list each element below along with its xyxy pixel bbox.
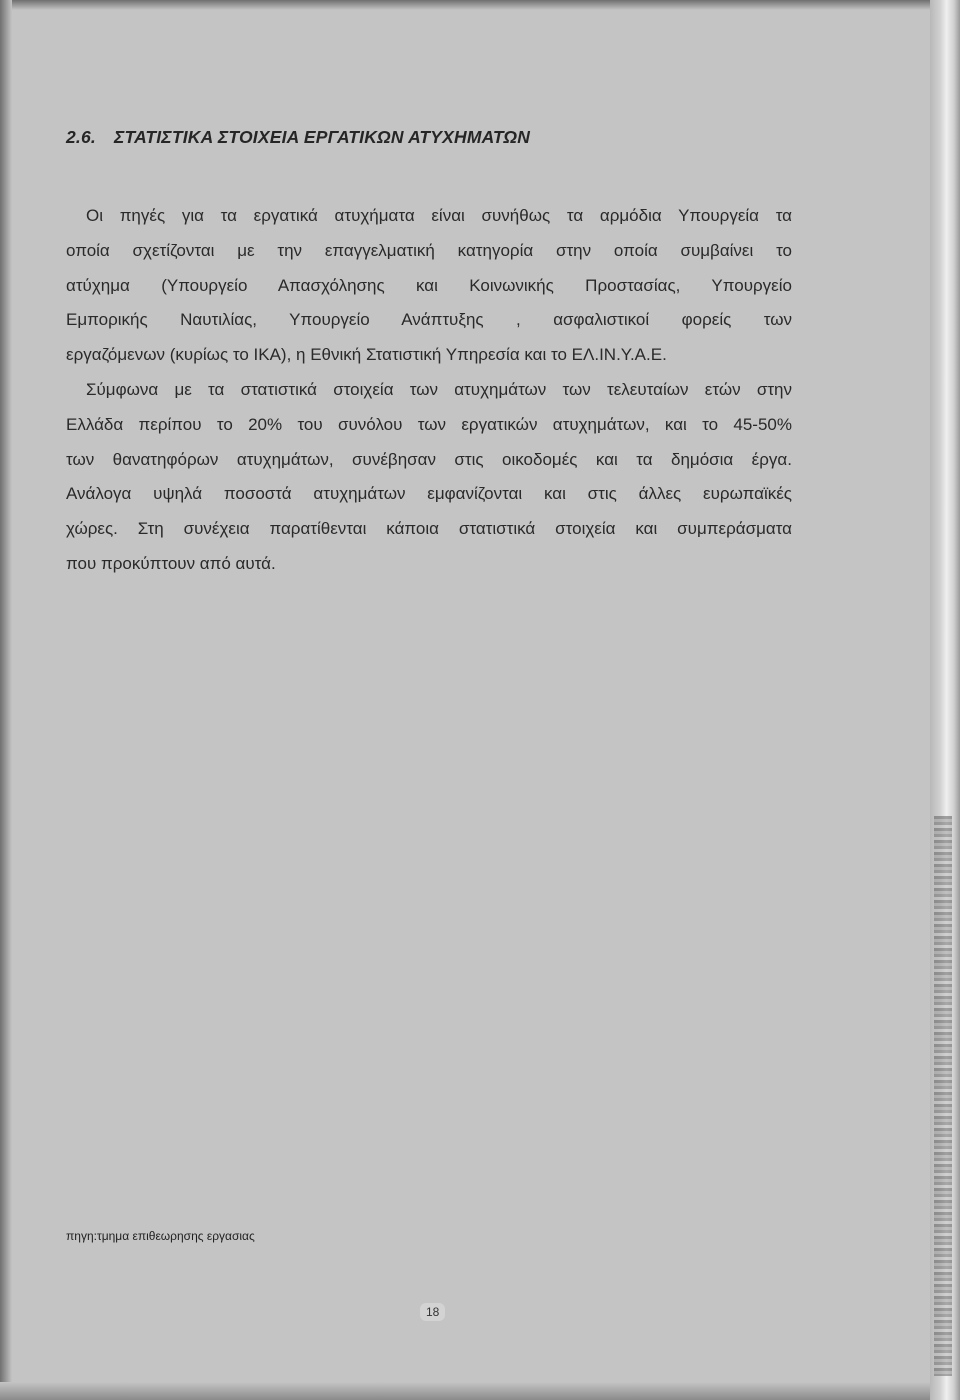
scan-left-shadow: [0, 0, 12, 1400]
paragraph-line: οποία σχετίζονται με την επαγγελματική κατηγορία στην οποία συμβαίνει το: [66, 240, 792, 260]
paragraph-line: Οι πηγές για τα εργατικά ατυχήματα είναι συνήθως τα αρμόδια Υπουργεία τα: [86, 206, 792, 225]
scan-top-shadow: [0, 0, 960, 10]
section-title: ΣΤΑΤΙΣΤΙΚΑ ΣΤΟΙΧΕΙΑ ΕΡΓΑΤΙΚΩΝ ΑΤΥΧΗΜΑΤΩΝ: [114, 127, 531, 147]
source-note: πηγη:τμημα επιθεωρησης εργασιας: [66, 1229, 255, 1243]
binding-strip: [934, 816, 952, 1376]
paragraph-line: των θανατηφόρων ατυχημάτων, συνέβησαν στις οικοδομές και τα δημόσια έργα.: [66, 449, 792, 469]
paragraph-line: Εμπορικής Ναυτιλίας, Υπουργείο Ανάπτυξης , ασφαλιστικοί φορείς των: [66, 310, 792, 330]
section-number: 2.6.: [66, 127, 96, 147]
paragraph-line: χώρες. Στη συνέχεια παρατίθενται κάποια στατιστικά στοιχεία και συμπεράσματα: [66, 519, 792, 539]
scan-bottom-shadow: [0, 1382, 960, 1400]
paragraph-statistics: [66, 373, 792, 582]
page-number: 18: [420, 1303, 445, 1321]
paragraph-line: ατύχημα (Υπουργείο Απασχόλησης και Κοινωνικής Προστασίας, Υπουργείο: [66, 275, 792, 295]
section-heading: [66, 127, 530, 148]
paragraph-line: Σύμφωνα με τα στατιστικά στοιχεία των ατυχημάτων των τελευταίων ετών στην: [86, 380, 792, 399]
paragraph-sources: [66, 199, 792, 373]
paragraph-line: εργαζόμενων (κυρίως το ΙΚΑ), η Εθνική Στατιστική Υπηρεσία και το ΕΛ.ΙΝ.Υ.Α.Ε.: [66, 345, 667, 365]
paragraph-line: που προκύπτουν από αυτά.: [66, 553, 276, 573]
paragraph-line: Ελλάδα περίπου το 20% του συνόλου των εργατικών ατυχημάτων, και το 45-50%: [66, 414, 792, 434]
paragraph-line: Ανάλογα υψηλά ποσοστά ατυχημάτων εμφανίζονται και στις άλλες ευρωπαϊκές: [66, 484, 792, 504]
